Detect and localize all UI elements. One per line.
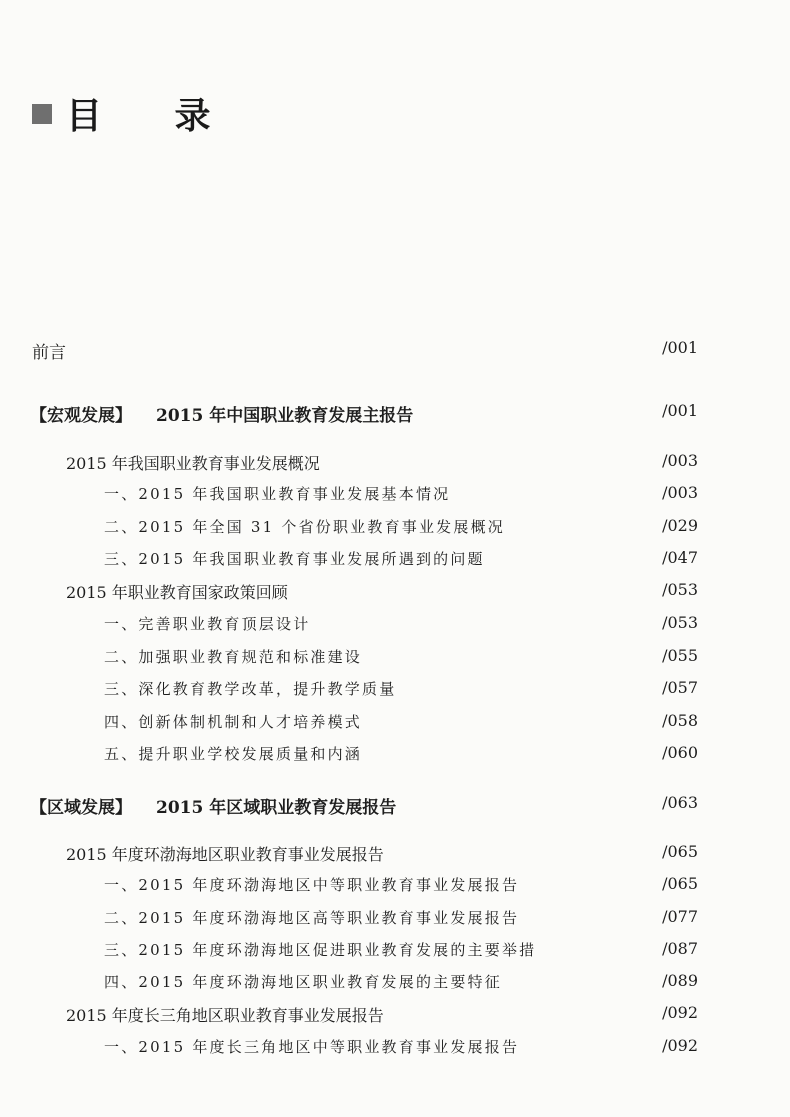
toc-entry-title: 前言 <box>32 343 66 363</box>
toc-header <box>32 88 241 139</box>
toc-entry-title <box>30 793 396 818</box>
toc-part-entry <box>0 793 790 825</box>
toc-entry <box>0 939 790 971</box>
toc-page-number: /047 <box>662 548 698 567</box>
toc-entry <box>0 971 790 1003</box>
toc-entry-title: 四、2015 年度环渤海地区职业教育发展的主要特征 <box>104 973 502 991</box>
toc-entry-title: 三、2015 年度环渤海地区促进职业教育发展的主要举措 <box>104 941 537 959</box>
toc-page-number: /092 <box>662 1036 698 1055</box>
toc-entry <box>0 907 790 939</box>
toc-part-entry <box>0 401 790 433</box>
toc-page-number: /060 <box>662 743 698 762</box>
part-tag: 【区域发展】 <box>30 798 132 818</box>
toc-page-number: /001 <box>662 338 698 357</box>
toc-entry-title: 二、2015 年全国 31 个省份职业教育事业发展概况 <box>104 518 505 536</box>
part-title: 2015 年区域职业教育发展报告 <box>156 798 397 818</box>
toc-page-number: /077 <box>662 907 698 926</box>
square-bullet-icon <box>32 104 52 124</box>
toc-entry <box>0 483 790 515</box>
toc-entry-title: 一、2015 年度长三角地区中等职业教育事业发展报告 <box>104 1038 520 1056</box>
toc-page-number: /092 <box>662 1003 698 1022</box>
toc-page-number: /003 <box>662 483 698 502</box>
toc-page-number: /063 <box>662 793 698 812</box>
toc-entry <box>0 338 790 370</box>
toc-entry <box>0 451 790 483</box>
toc-page-number: /003 <box>662 451 698 470</box>
toc-page-number: /057 <box>662 678 698 697</box>
toc-entry-title: 2015 年度环渤海地区职业教育事业发展报告 <box>66 845 384 864</box>
toc-page-number: /058 <box>662 711 698 730</box>
toc-page-number: /001 <box>662 401 698 420</box>
part-tag: 【宏观发展】 <box>30 406 132 426</box>
toc-entry-title: 一、完善职业教育顶层设计 <box>104 615 311 633</box>
toc-entry <box>0 743 790 775</box>
toc-entry <box>0 580 790 612</box>
toc-page-number: /065 <box>662 874 698 893</box>
toc-page-number: /065 <box>662 842 698 861</box>
toc-entry-title: 二、2015 年度环渤海地区高等职业教育事业发展报告 <box>104 909 520 927</box>
toc-entry-title: 二、加强职业教育规范和标准建设 <box>104 648 363 666</box>
page-title: 目 录 <box>66 95 241 137</box>
toc-entry <box>0 874 790 906</box>
toc-entry-title: 三、深化教育教学改革，提升教学质量 <box>104 680 397 698</box>
toc-page-number: /055 <box>662 646 698 665</box>
toc-page-number: /029 <box>662 516 698 535</box>
toc-entry-title: 四、创新体制机制和人才培养模式 <box>104 713 363 731</box>
toc-entry-title: 2015 年度长三角地区职业教育事业发展报告 <box>66 1006 384 1025</box>
toc-entry <box>0 842 790 874</box>
toc-entry <box>0 646 790 678</box>
toc-entry-title: 五、提升职业学校发展质量和内涵 <box>104 745 363 763</box>
toc-page-number: /053 <box>662 580 698 599</box>
toc-entry <box>0 678 790 710</box>
toc-entry <box>0 711 790 743</box>
toc-entry <box>0 548 790 580</box>
toc-entry <box>0 613 790 645</box>
toc-entry-title: 一、2015 年我国职业教育事业发展基本情况 <box>104 485 451 503</box>
toc-entry <box>0 516 790 548</box>
toc-entry-title: 一、2015 年度环渤海地区中等职业教育事业发展报告 <box>104 876 520 894</box>
toc-page-number: /089 <box>662 971 698 990</box>
toc-entry-title: 2015 年职业教育国家政策回顾 <box>66 583 288 602</box>
toc-page-number: /053 <box>662 613 698 632</box>
toc-entry <box>0 1003 790 1035</box>
toc-page-number: /087 <box>662 939 698 958</box>
toc-entry-title <box>30 401 413 426</box>
toc-entry-title: 三、2015 年我国职业教育事业发展所遇到的问题 <box>104 550 485 568</box>
toc-entry <box>0 1036 790 1068</box>
part-title: 2015 年中国职业教育发展主报告 <box>156 406 414 426</box>
toc-entry-title: 2015 年我国职业教育事业发展概况 <box>66 454 320 473</box>
